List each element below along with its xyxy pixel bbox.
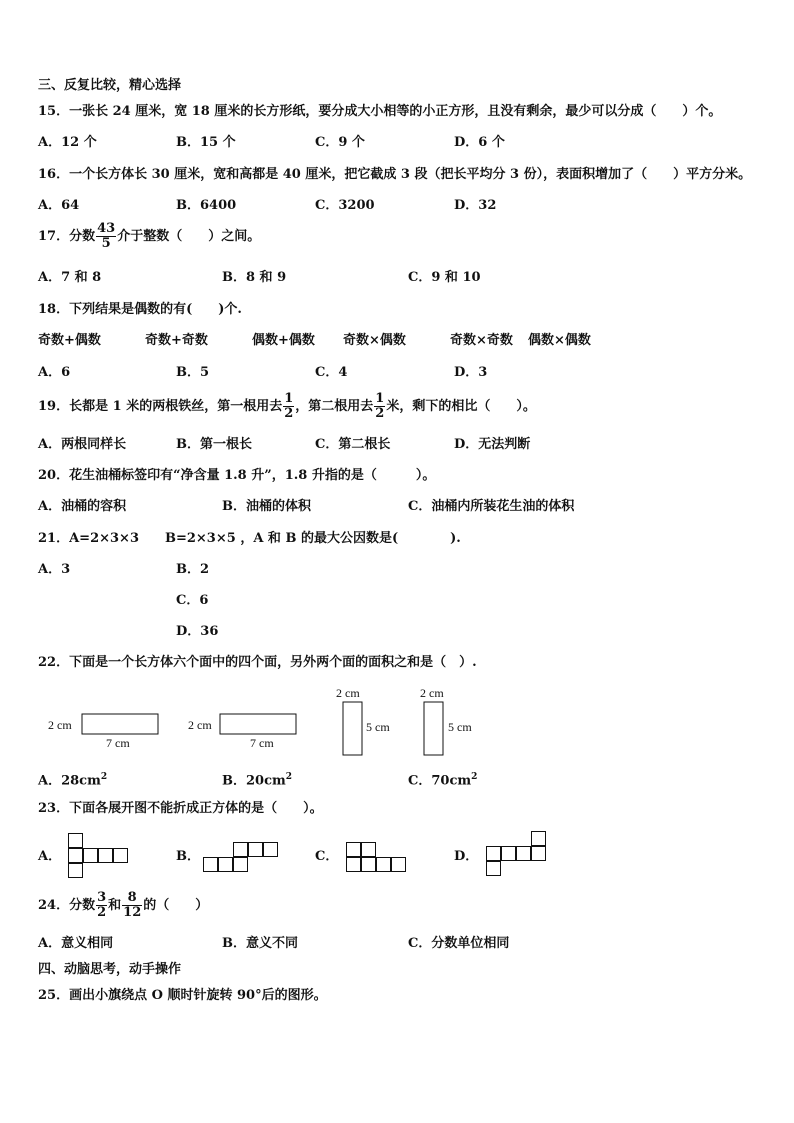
net-cell [203,857,218,872]
q20-option-a[interactable]: A．油桶的容积 [38,499,127,514]
q17-denominator: 5 [101,236,111,251]
section-4-title: 四、动脑思考，动手操作 [38,962,182,977]
q22-option-a[interactable] [38,769,107,789]
q18-item-2: 奇数+奇数 [145,333,208,348]
q19-numerator-1: 1 [284,391,294,406]
q22-option-b[interactable] [222,769,292,789]
q22-face4-width: 2 cm [420,686,444,700]
q16-option-b[interactable]: B．6400 [176,198,237,213]
q22-face4-height: 5 cm [448,720,472,734]
net-cell [361,857,376,872]
q18-option-c[interactable]: C．4 [315,365,348,380]
q22-option-a-label: A．28cm [38,773,101,789]
q18-item-6: 偶数×偶数 [528,333,591,348]
q24-option-c[interactable]: C．分数单位相同 [408,936,510,951]
q24-fraction-2 [122,891,142,920]
q23-stem: 23．下面各展开图不能折成正方体的是（ ）。 [38,801,323,816]
q22-option-b-label: B．20cm [222,773,286,789]
q22-face1 [82,714,158,734]
q22-option-c[interactable] [408,769,477,789]
q17-fraction [96,222,116,251]
q22-faces-figure [38,680,498,760]
q19-post: 米，剩下的相比（ ）。 [386,399,536,414]
q17-option-a[interactable]: A．7 和 8 [38,270,102,285]
q24-and: 和 [108,898,122,913]
q23-net-c [346,842,410,874]
q17-post: 介于整数（ ）之间。 [117,229,261,244]
net-cell [501,846,516,861]
q19-denominator-1: 2 [284,406,294,421]
q16-option-d[interactable]: D．32 [454,198,497,213]
q25-stem: 25．画出小旗绕点 O 顺时针旋转 90°后的图形。 [38,988,327,1003]
net-cell [68,848,83,863]
q15-option-a[interactable]: A．12 个 [38,135,97,150]
net-cell [83,848,98,863]
q18-stem: 18．下列结果是偶数的有( )个. [38,302,242,317]
q24-option-b[interactable]: B．意义不同 [222,936,298,951]
q18-item-5: 奇数×奇数 [450,333,513,348]
net-cell [486,846,501,861]
q22-option-a-sup: 2 [100,772,108,782]
q16-stem: 16．一个长方体长 30 厘米，宽和高都是 40 厘米，把它截成 3 段（把长平均分 3 份），表面积增加了（ ）平方分米。 [38,167,752,182]
net-cell [218,857,233,872]
q15-option-b[interactable]: B．15 个 [176,135,236,150]
q22-face2-width: 7 cm [250,736,274,750]
q24-denominator-1: 2 [97,905,107,920]
q19-fraction-2 [374,392,385,421]
q22-face2-height: 2 cm [188,718,212,732]
q24-fraction-1 [96,891,107,920]
section-3-title: 三、反复比较，精心选择 [38,78,182,93]
q23-net-d [486,831,550,877]
q23-net-a [68,833,132,879]
net-cell [68,863,83,878]
q20-option-b[interactable]: B．油桶的体积 [222,499,311,514]
net-cell [391,857,406,872]
q17-option-b[interactable]: B．8 和 9 [222,270,287,285]
q23-option-b[interactable]: B． [176,849,200,864]
q19-option-c[interactable]: C．第二根长 [315,437,391,452]
q22-face3-height: 5 cm [366,720,390,734]
q24-stem [38,891,208,920]
net-cell [531,846,546,861]
q15-option-d[interactable]: D．6 个 [454,135,505,150]
q19-pre: 19．长都是 1 米的两根铁丝，第一根用去 [38,399,283,414]
net-cell [346,857,361,872]
q19-denominator-2: 2 [375,406,385,421]
q17-stem [38,222,260,251]
q15-stem: 15．一张长 24 厘米，宽 18 厘米的长方形纸，要分成大小相等的小正方形，且没有剩余，最少可以分成（ ）个。 [38,104,722,119]
q21-option-a[interactable]: A．3 [38,562,71,577]
q24-pre: 24．分数 [38,898,96,913]
q23-option-d[interactable]: D． [454,849,479,864]
q18-item-3: 偶数+偶数 [252,333,315,348]
q24-numerator-1: 3 [97,890,107,905]
q19-option-a[interactable]: A．两根同样长 [38,437,127,452]
q23-option-c[interactable]: C． [315,849,339,864]
q22-face3-width: 2 cm [336,686,360,700]
net-cell [233,842,248,857]
net-cell [248,842,263,857]
net-cell [233,857,248,872]
q22-option-b-sup: 2 [285,772,293,782]
q17-numerator: 43 [97,221,116,236]
q16-option-a[interactable]: A．64 [38,198,80,213]
q22-stem: 22．下面是一个长方体六个面中的四个面，另外两个面的面积之和是（ ）. [38,655,477,670]
net-cell [263,842,278,857]
q22-option-c-sup: 2 [471,772,478,782]
q21-option-b[interactable]: B．2 [176,562,210,577]
net-cell [68,833,83,848]
q18-option-d[interactable]: D．3 [454,365,488,380]
q17-option-c[interactable]: C．9 和 10 [408,270,481,285]
q18-item-4: 奇数×偶数 [343,333,406,348]
q20-stem: 20．花生油桶标签印有“净含量 1.8 升”，1.8 升指的是（ ）。 [38,468,436,483]
q24-option-a[interactable]: A．意义相同 [38,936,114,951]
q18-option-a[interactable]: A．6 [38,365,71,380]
q21-stem: 21．A=2×3×3 B=2×3×5 ，A 和 B 的最大公因数是( ). [38,531,461,546]
q22-face3 [343,702,362,755]
net-cell [531,831,546,846]
q21-option-c[interactable]: C．6 [176,593,209,608]
q18-option-b[interactable]: B．5 [176,365,210,380]
q23-option-a[interactable]: A． [38,849,62,864]
net-cell [113,848,128,863]
q17-pre: 17．分数 [38,229,96,244]
q22-option-c-label: C．70cm [408,773,472,789]
net-cell [98,848,113,863]
net-cell [346,842,361,857]
q24-numerator-2: 8 [122,891,142,906]
q16-option-c[interactable]: C．3200 [315,198,375,213]
q24-denominator-2: 12 [123,905,142,920]
q19-option-b[interactable]: B．第一根长 [176,437,252,452]
q18-item-1: 奇数+偶数 [38,333,101,348]
q21-option-d[interactable]: D．36 [176,624,219,639]
net-cell [376,857,391,872]
q19-stem [38,392,536,421]
q23-net-b [203,842,283,874]
q15-option-c[interactable]: C．9 个 [315,135,365,150]
q19-numerator-2: 1 [375,391,385,406]
q19-mid: ，第二根用去 [295,399,374,414]
net-cell [361,842,376,857]
q19-fraction-1 [283,392,294,421]
q22-face1-height: 2 cm [48,718,72,732]
q22-face2 [220,714,296,734]
q22-face4 [424,702,443,755]
q24-post: 的（ ） [143,898,209,913]
q19-option-d[interactable]: D．无法判断 [454,437,531,452]
q22-face1-width: 7 cm [106,736,130,750]
net-cell [486,861,501,876]
q20-option-c[interactable]: C．油桶内所装花生油的体积 [408,499,575,514]
net-cell [516,846,531,861]
